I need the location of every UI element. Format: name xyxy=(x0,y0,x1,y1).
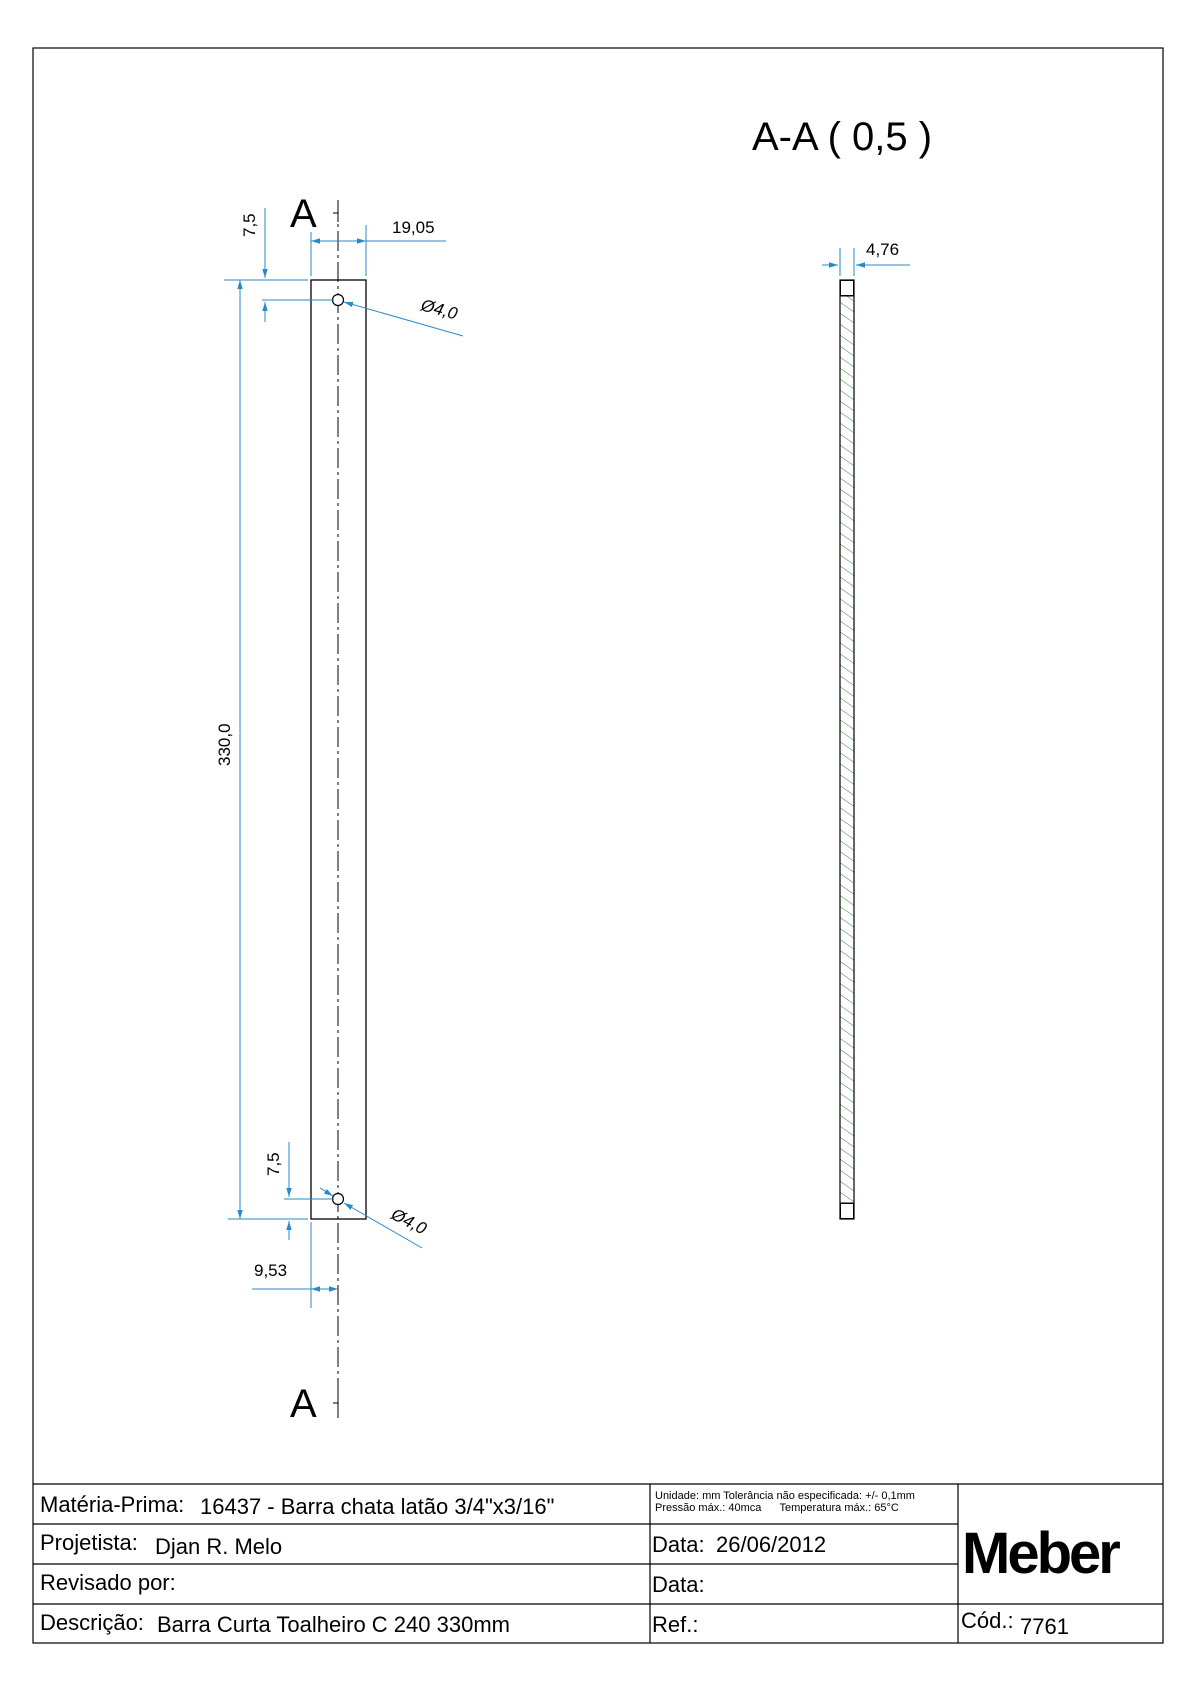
materia-label: Matéria-Prima: xyxy=(40,1492,185,1517)
dim-hole-top: Ø4,0 xyxy=(418,295,460,324)
descricao-label: Descrição: xyxy=(40,1610,144,1635)
section-marker-top xyxy=(333,204,338,222)
dim-length: 330,0 xyxy=(215,723,234,766)
projetista-label: Projetista: xyxy=(40,1530,138,1555)
dim-bottom-offset: 7,5 xyxy=(264,1152,283,1176)
cod-label: Cód.: xyxy=(961,1608,1014,1633)
notes-line1: Unidade: mm Tolerância não especificada: +/- 0,1mm xyxy=(655,1490,915,1502)
section-marker-bottom-label: A xyxy=(290,1382,317,1426)
hole-top xyxy=(333,295,344,306)
materia-value: 16437 - Barra chata latão 3/4"x3/16" xyxy=(200,1494,555,1519)
dimension-lines xyxy=(224,208,463,1308)
dim-top-offset: 7,5 xyxy=(240,213,259,237)
notes-line2: Pressão máx.: 40mca Temperatura máx.: 65°C xyxy=(655,1502,899,1514)
section-title: A-A ( 0,5 ) xyxy=(752,115,933,159)
section-marker-bottom xyxy=(333,1394,338,1412)
ref-label: Ref.: xyxy=(652,1612,699,1637)
dim-width: 19,05 xyxy=(392,218,435,237)
data1-value: 26/06/2012 xyxy=(716,1532,827,1557)
cod-value: 7761 xyxy=(1020,1614,1069,1639)
dim-half-width: 9,53 xyxy=(254,1261,288,1280)
dim-hole-bottom: Ø4,0 xyxy=(388,1204,430,1239)
data1-label: Data: xyxy=(652,1532,705,1557)
meber-logo: Meber xyxy=(962,1521,1118,1586)
projetista-value: Djan R. Melo xyxy=(155,1534,283,1559)
revisado-label: Revisado por: xyxy=(40,1570,176,1595)
data2-label: Data: xyxy=(652,1572,705,1597)
sheet-border xyxy=(33,48,1163,1643)
hole-bottom xyxy=(333,1194,344,1205)
section-hatch xyxy=(840,280,854,1219)
descricao-value: Barra Curta Toalheiro C 240 330mm xyxy=(157,1612,510,1637)
section-marker-top-label: A xyxy=(290,192,317,236)
dim-thickness: 4,76 xyxy=(866,240,900,259)
